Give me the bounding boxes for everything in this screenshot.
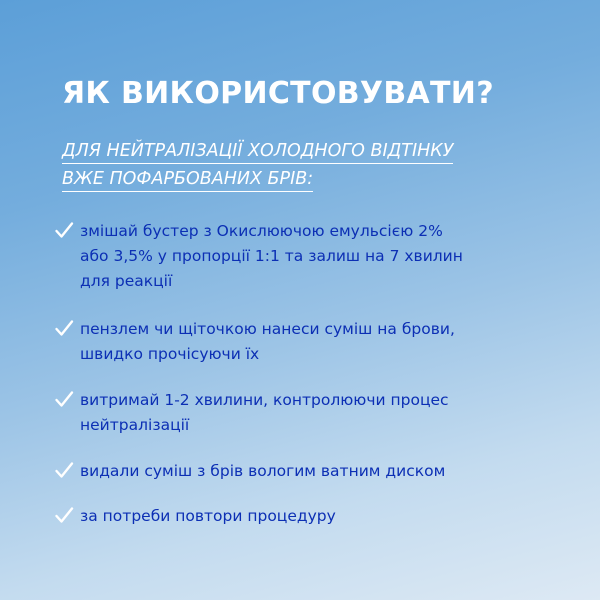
step-item — [54, 317, 574, 367]
step-text: витримай 1-2 хвилини, контролюючи процес нейтралізації — [80, 391, 449, 434]
step-text: за потреби повтори процедуру — [80, 507, 336, 525]
subtitle-line-1: ДЛЯ НЕЙТРАЛІЗАЦІЇ ХОЛОДНОГО ВІДТІНКУ — [62, 139, 453, 164]
step-text: видали суміш з брів вологим ватним диском — [80, 462, 446, 480]
subtitle-line-2: ВЖЕ ПОФАРБОВАНИХ БРІВ: — [62, 167, 313, 192]
checkmark-icon — [54, 318, 74, 338]
step-item — [54, 459, 574, 484]
checkmark-icon — [54, 220, 74, 240]
checkmark-icon — [54, 460, 74, 480]
step-item — [54, 504, 574, 529]
checkmark-icon — [54, 389, 74, 409]
step-item — [54, 388, 574, 438]
subtitle — [62, 138, 562, 194]
step-item — [54, 219, 574, 294]
step-text: пензлем чи щіточкою нанеси суміш на брови, швидко прочісуючи їх — [80, 320, 455, 363]
step-text: змішай бустер з Окислюючою емульсією 2% або 3,5% у пропорції 1:1 та залиш на 7 хвилин для реакції — [80, 222, 463, 290]
page-title: ЯК ВИКОРИСТОВУВАТИ? — [62, 76, 494, 111]
checkmark-icon — [54, 505, 74, 525]
